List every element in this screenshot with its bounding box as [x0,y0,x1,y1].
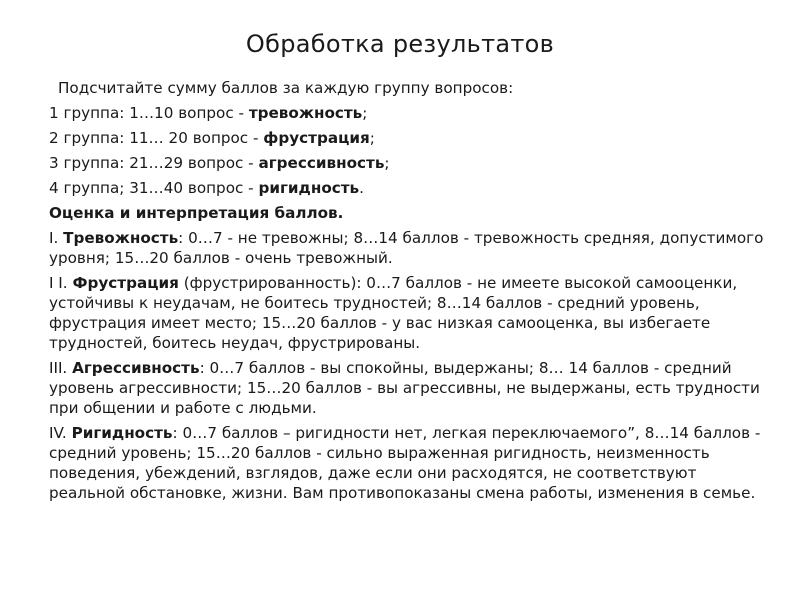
group-name: фрустрация [263,129,370,147]
scale-text: (фрустрированность): 0…7 баллов - не имеете высокой самооценки, устойчивы к неудачам, не боитесь трудностей; 8…14 баллов - средний уровень, фрустрация имеет место; 15…20 баллов - у вас низкая самооценка, вы избегаете трудностей, боитесь неудач, фрустрированы. [49,274,738,352]
scale-rigidity [49,423,769,503]
scale-tревожность [49,228,769,268]
scale-frustration [49,273,769,353]
group-name: агрессивность [258,154,385,172]
group-prefix: 3 группа: 21…29 вопрос - [49,154,259,172]
slide-body [49,78,769,508]
group-suffix: . [359,179,364,197]
group-line-1 [49,103,769,123]
scale-text: : 0…7 - не тревожны; 8…14 баллов - тревожность средняя, допустимого уровня; 15…20 баллов - очень тревожный. [49,229,764,267]
scale-name: Агрессивность [72,359,200,377]
group-line-4 [49,178,769,198]
group-prefix: 1 группа: 1…10 вопрос - [49,104,249,122]
scale-text: : 0…7 баллов – ригидности нет, легкая переключаемого”, 8…14 баллов - средний уровень; 15…20 баллов - сильно выраженная ригидность, неизменность поведения, убеждений, взглядов, даже если они расходятся, не соответствуют реальной обстановке, жизни. Вам противопоказаны смена работы, изменения в семье. [49,424,761,502]
slide-title: Обработка результатов [245,30,555,58]
scale-aggression [49,358,769,418]
scale-numeral: IV. [49,424,72,442]
scale-name: Тревожность [63,229,179,247]
scale-numeral: I. [49,229,64,247]
group-name: тревожность [248,104,363,122]
group-name: ригидность [258,179,360,197]
group-line-2 [49,128,769,148]
intro-text: Подсчитайте сумму баллов за каждую группу вопросов: [58,79,514,97]
group-suffix: ; [384,154,390,172]
group-suffix: ; [369,129,375,147]
scale-numeral: III. [49,359,73,377]
scale-name: Фрустрация [72,274,179,292]
group-prefix: 2 группа: 11… 20 вопрос - [49,129,264,147]
group-prefix: 4 группа; 31…40 вопрос - [49,179,259,197]
scale-numeral: I I. [49,274,73,292]
scale-text: : 0…7 баллов - вы спокойны, выдержаны; 8… 14 баллов - средний уровень агрессивности; 15…20 баллов - вы агрессивны, не выдержаны, есть трудности при общении и работе с людьми. [49,359,760,417]
scale-name: Ригидность [71,424,173,442]
group-suffix: ; [362,104,368,122]
group-line-3 [49,153,769,173]
interpretation-heading: Оценка и интерпретация баллов. [49,204,344,222]
